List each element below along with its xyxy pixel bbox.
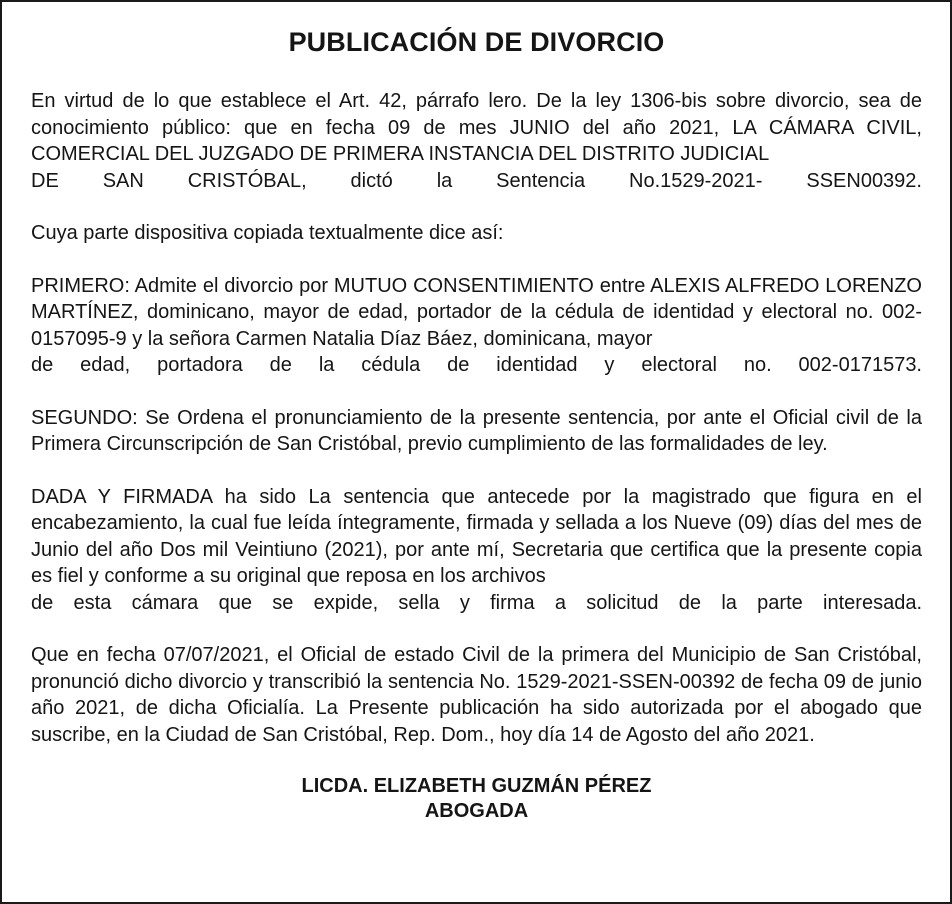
notice-title: PUBLICACIÓN DE DIVORCIO <box>288 27 665 57</box>
primero-text: PRIMERO: Admite el divorcio por MUTUO CONSENTIMIENTO entre ALEXIS ALFREDO LORENZO MARTÍNEZ, dominicano, mayor de edad, portador de la cédula de identidad y electoral no. 002-0157095-9 y la señora Carmen Natalia Díaz Báez, dominicana, mayor <box>31 274 922 350</box>
primero-paragraph <box>31 273 922 379</box>
primero-last-line: de edad, portadora de la cédula de identidad y electoral no. 002-0171573. <box>31 354 922 376</box>
segundo-paragraph: SEGUNDO: Se Ordena el pronunciamiento de la presente sentencia, por ante el Oficial civil de la Primera Circunscripción de San Cristóbal, previo cumplimiento de las formalidades de ley. <box>31 406 922 455</box>
intro-paragraph <box>31 88 922 194</box>
signature-name: LICDA. ELIZABETH GUZMÁN PÉREZ <box>301 775 652 797</box>
dada-paragraph <box>31 484 922 617</box>
dada-text: DADA Y FIRMADA ha sido La sentencia que antecede por la magistrado que figura en el encabezamiento, la cual fue leída íntegramente, firmada y sellada a los Nueve (09) días del mes de Junio del año Dos mil Veintiuno (2021), por ante mí, Secretaria que certifica que la presente copia es fiel y conforme a su original que reposa en los archivos <box>31 485 922 587</box>
transcription-paragraph: Que en fecha 07/07/2021, el Oficial de estado Civil de la primera del Municipio de San Cristóbal, pronunció dicho divorcio y transcribió la sentencia No. 1529-2021-SSEN-00392 de fecha 09 de junio año 2021, de dicha Oficialía. La Presente publicación ha sido autorizada por el abogado que suscribe, en la Ciudad de San Cristóbal, Rep. Dom., hoy día 14 de Agosto del año 2021. <box>31 644 922 746</box>
dispositive-paragraph: Cuya parte dispositiva copiada textualmente dice así: <box>31 222 504 244</box>
signature-block <box>31 774 922 824</box>
dada-last-line: de esta cámara que se expide, sella y firma a solicitud de la parte interesada. <box>31 591 922 614</box>
intro-last-line: DE SAN CRISTÓBAL, dictó la Sentencia No.1529-2021- SSEN00392. <box>31 169 922 192</box>
signature-role: ABOGADA <box>424 800 529 822</box>
intro-text: En virtud de lo que establece el Art. 42, párrafo lero. De la ley 1306-bis sobre divorcio, sea de conocimiento público: que en fecha 09 de mes JUNIO del año 2021, LA CÁMARA CIVIL, COMERCIAL DEL JUZGADO DE PRIMERA INSTANCIA DEL DISTRITO JUDICIAL <box>31 90 922 165</box>
